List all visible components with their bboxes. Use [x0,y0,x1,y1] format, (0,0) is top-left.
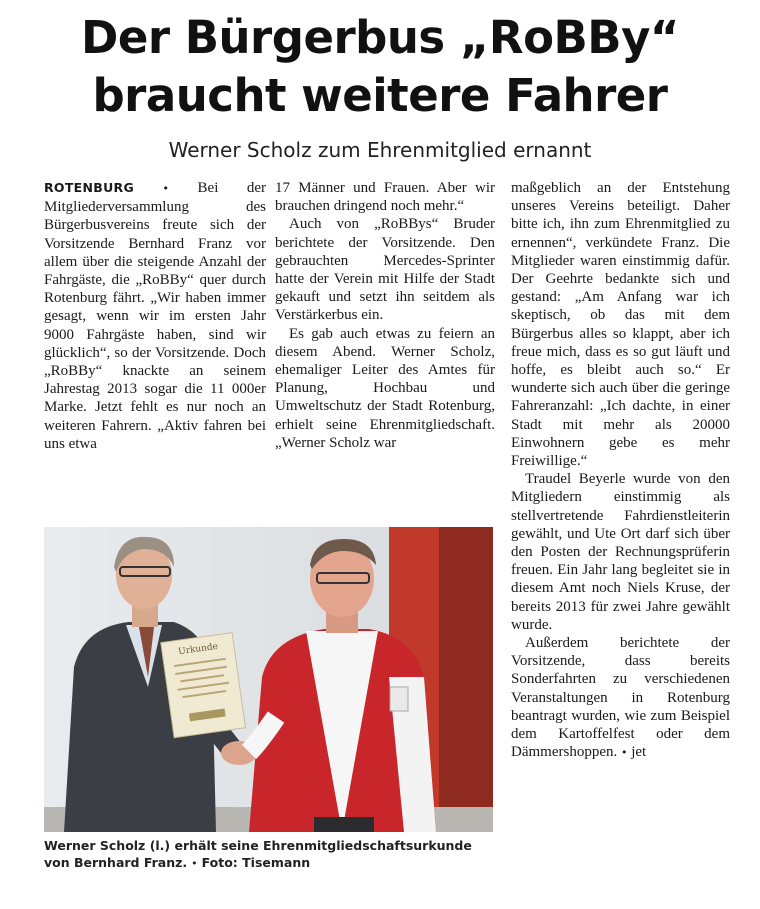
dark-red-panel [439,527,493,832]
name-badge [390,687,408,711]
article-paragraph: Auch von „RoBBys“ Bruder berichtete der Vorsitzende. Den gebrauchten Mercedes-Sprinter hatte der Verein mit Hilfe der Stadt gekauft und setzt ihn seitdem als Verstärkerbus ein. [275,216,495,324]
caption-text: Werner Scholz (l.) erhält seine Ehrenmitgliedschaftsurkunde von Bernhard Franz. [44,838,472,870]
article-column-1 [44,179,266,453]
headline-line-2: braucht weitere Fahrer [92,69,668,122]
article-column-3 [511,179,730,763]
photo-caption [44,837,496,872]
paragraph-text: Bei der Mitgliederversammlung des Bürgerbusvereins freute sich der Vorsitzende Bernhard Franz vor allem über die steigende Anzahl der Fahrgäste, die „RoBBy“ quer durch Rotenburg fährt. „Wir haben immer gesagt, wenn wir im ersten Jahr 9000 Fahrgäste haben, sind wir glücklich“, so der Vorsitzende. Doch „RoBBy“ knackte an seinem Jahrestag 2013 sogar die 11 000er Marke. Jetzt fehlt es nur noch an weiteren Fahrern. „Aktiv fahren bei uns etwa [44,180,267,452]
photo-illustration [44,527,493,832]
certificate [161,633,246,738]
paragraph-text: Außerdem berichtete der Vorsitzende, dass bereits Sonderfahrten zu verschiedenen Veranstaltungen in Rotenburg beantragt wurden, wie zum Beispiel dem Kartoffelfest oder dem Dämmershoppen. [511,635,730,761]
article-paragraph: maßgeblich an der Entstehung unseres Vereins beteiligt. Daher bitte ich, ihn zum Ehrenmitglied zu ernennen“, verkündete Franz. Die Mitglieder waren einstimmig dafür. Der Geehrte bedankte sich und gestand: „Am Anfang war ich skeptisch, ob das mit dem Bürgerbus alles so klappt, aber ich freue mich, dass es so gut läuft und hoffe, es bleibt auch so.“ Er wunderte sich auch über die geringe Fahreranzahl: „Ich dachte, in einer Stadt mit mehr als 20000 Einwohnern gebe es mehr Freiwillige.“ [511,180,730,470]
article-paragraph [44,179,266,453]
author-signature: jet [631,744,647,761]
photo-credit: Foto: Tisemann [201,855,311,870]
subheadline: Werner Scholz zum Ehrenmitglied ernannt [168,138,592,162]
dateline: ROTENBURG [44,180,135,195]
article-paragraph: Es gab auch etwas zu feiern an diesem Abend. Werner Scholz, ehemaliger Leiter des Amtes für Planung, Hochbau und Umweltschutz der Stadt Rotenburg, erhielt seine Ehrenmitgliedschaft. „Werner Scholz war [275,325,495,451]
bullet-separator: • [162,182,170,195]
article-paragraph: 17 Männer und Frauen. Aber wir brauchen dringend noch mehr.“ [275,180,495,215]
article-photo [44,527,493,832]
headline-line-1: Der Bürgerbus „RoBBy“ [80,11,680,64]
bullet-separator: • [191,857,198,870]
article-paragraph [511,634,730,762]
article-paragraph: Traudel Beyerle wurde von den Mitgliedern einstimmig als stellvertretende Fahrdienstleiterin gewählt, und Ute Ort darf sich über den Posten der Rechnungsprüferin freuen. Ein Jahr lang begleitet sie in diesem Amt noch Niels Kruse, der bereits 2013 für zwei Jahre gewählt wurde. [511,471,730,633]
certificate-heading: Urkunde [177,641,219,658]
article-column-2 [275,179,495,452]
bullet-separator: • [620,746,628,760]
